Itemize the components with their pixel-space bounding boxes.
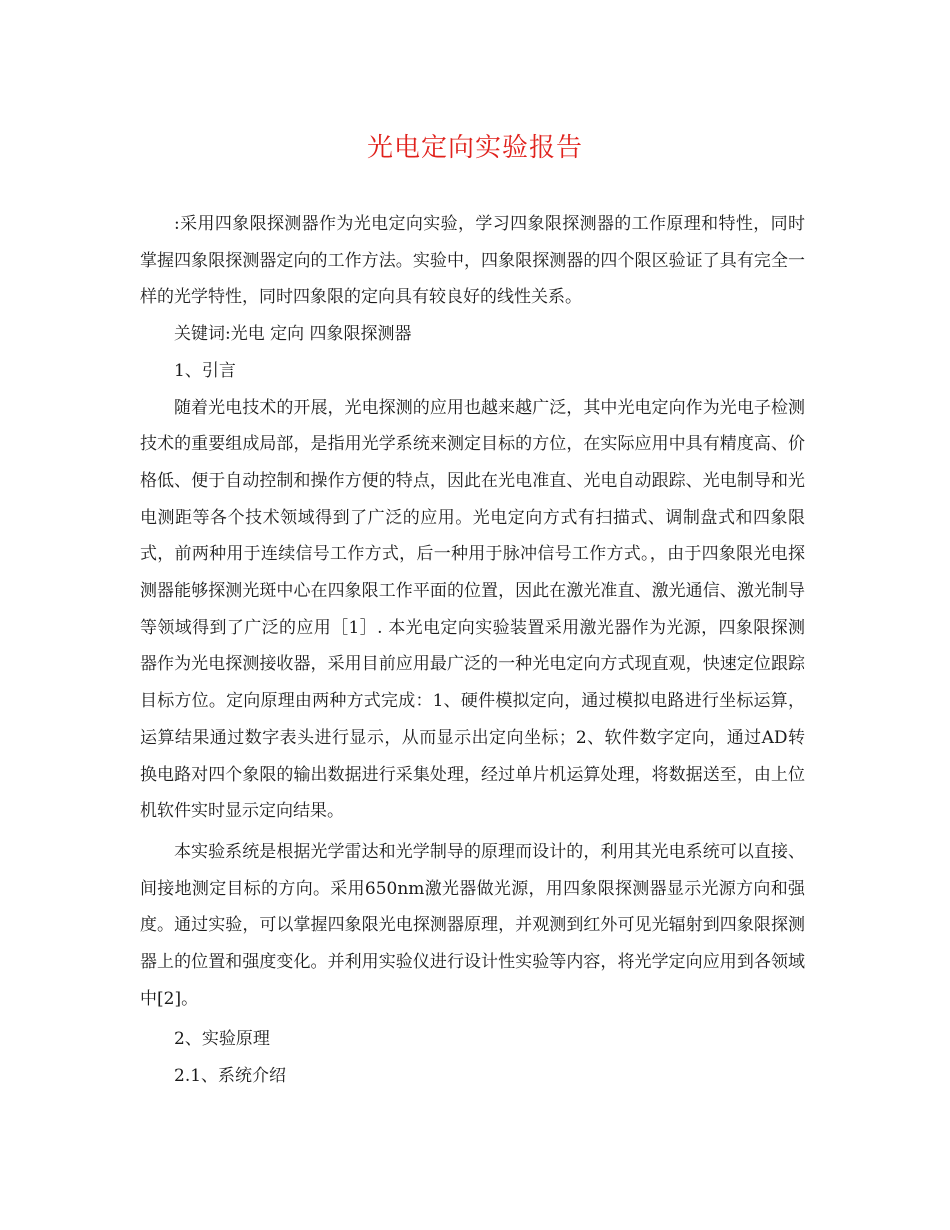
subsection-heading-system: 2.1、系统介绍 xyxy=(174,1066,287,1087)
document-body xyxy=(140,206,805,1095)
abstract-paragraph: :采用四象限探测器作为光电定向实验，学习四象限探测器的工作原理和特性，同时掌握四象限探测器定向的工作方法。实验中，四象限探测器的四个限区验证了具有完全一样的光学特性，同时四象限的定向具有较良好的线性关系。 xyxy=(140,214,805,308)
keywords-paragraph: 关键词:光电 定向 四象限探测器 xyxy=(174,324,412,345)
introduction-paragraph: 随着光电技术的开展，光电探测的应用也越来越广泛，其中光电定向作为光电子检测技术的重要组成局部，是指用光学系统来测定目标的方位，在实际应用中具有精度高、价格低、便于自动控制和操作方便的特点，因此在光电准直、光电自动跟踪、光电制导和光电测距等各个技术领域得到了广泛的应用。光电定向方式有扫描式、调制盘式和四象限式，前两种用于连续信号工作方式，后一种用于脉冲信号工作方式。，由于四象限光电探测器能够探测光斑中心在四象限工作平面的位置，因此在激光准直、激光通信、激光制导等领域得到了广泛的应用［1］. 本光电定向实验装置采用激光器作为光源，四象限探测器作为光电探测接收器，采用目前应用最广泛的一种光电定向方式现直观，快速定位跟踪目标方位。定向原理由两种方式完成：1、硬件模拟定向，通过模拟电路进行坐标运算，运算结果通过数字表头进行显示，从而显示出定向坐标；2、软件数字定向，通过AD转换电路对四个象限的输出数据进行采集处理，经过单片机运算处理，将数据送至，由上位机软件实时显示定向结果。 xyxy=(140,397,805,822)
document-title: 光电定向实验报告 xyxy=(366,133,583,163)
section-heading-introduction: 1、引言 xyxy=(174,360,236,381)
system-paragraph: 本实验系统是根据光学雷达和光学制导的原理而设计的，利用其光电系统可以直接、间接地测定目标的方向。采用650nm激光器做光源，用四象限探测器显示光源方向和强度。通过实验，可以掌握四象限光电探测器原理，并观测到红外可见光辐射到四象限探测器上的位置和强度变化。并利用实验仪进行设计性实验等内容，将光学定向应用到各领域中[2]。 xyxy=(140,841,805,1009)
section-heading-principle: 2、实验原理 xyxy=(174,1029,270,1050)
